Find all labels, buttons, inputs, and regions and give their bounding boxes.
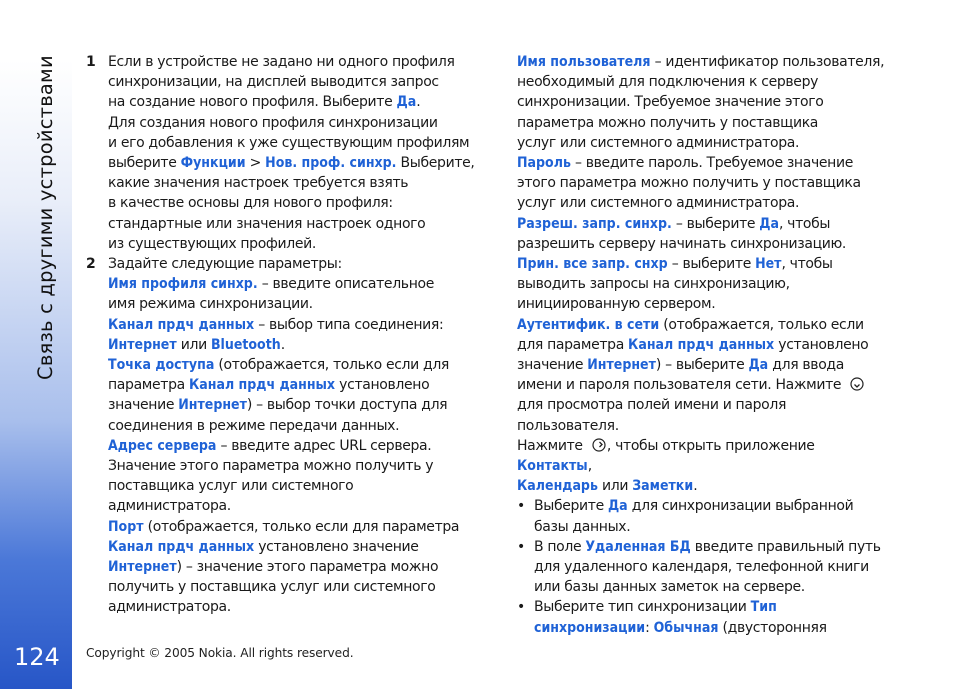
param-accept-all xyxy=(517,254,889,274)
text-line xyxy=(517,335,889,355)
text-line: этого параметра можно получить у поставщика xyxy=(517,175,861,192)
text: Выберите тип синхронизации xyxy=(534,599,751,616)
text-line: для просмотра полей имени и пароля xyxy=(517,397,787,414)
param-access-point xyxy=(108,355,478,375)
bullet-icon: • xyxy=(517,599,525,616)
option-bluetooth: Bluetooth xyxy=(210,336,281,353)
text: – выберите xyxy=(667,256,756,273)
step-2 xyxy=(86,254,478,618)
app-contacts: Контакты xyxy=(517,458,588,475)
menu-functions: Функции xyxy=(180,155,246,172)
text: выберите xyxy=(108,155,181,172)
param-keyword: Адрес сервера xyxy=(108,437,217,454)
copyright: Copyright © 2005 Nokia. All rights reserved. xyxy=(86,646,354,660)
text-line xyxy=(517,375,889,395)
text-line: Для создания нового профиля синхронизации xyxy=(108,114,438,131)
option-internet: Интернет xyxy=(108,336,177,353)
text-line: в качестве основы для нового профиля: xyxy=(108,195,393,212)
text-line: услуг или системного администратора. xyxy=(517,134,800,151)
bullet-item xyxy=(517,597,889,637)
section-title: Связь с другими устройствами xyxy=(34,55,57,380)
app-notes: Заметки xyxy=(632,478,694,495)
option-no: Нет xyxy=(755,256,782,273)
text-line: стандартные или значения настроек одного xyxy=(108,215,426,232)
text: . xyxy=(416,94,421,111)
text-line xyxy=(108,557,478,577)
text-line xyxy=(108,92,478,112)
text-line: выводить запросы на синхронизацию, xyxy=(517,276,790,293)
text-line: из существующих профилей. xyxy=(108,235,317,252)
param-keyword: Канал прдч данных xyxy=(188,377,336,394)
field-sync-type: Тип xyxy=(750,599,777,616)
right-column xyxy=(517,52,889,638)
param-keyword: Имя профиля синхр. xyxy=(108,276,258,293)
text: . xyxy=(693,478,698,495)
text: значение xyxy=(108,397,179,414)
text: – идентификатор пользователя, xyxy=(650,54,885,70)
param-keyword: Канал прдч данных xyxy=(108,316,255,333)
text-line xyxy=(108,395,478,415)
param-keyword: Точка доступа xyxy=(108,357,215,374)
param-keyword: Имя пользователя xyxy=(517,54,651,70)
text: (отображается, только если для xyxy=(214,357,450,374)
text-line: соединения в режиме передачи данных. xyxy=(108,417,400,434)
text: ) – значение этого параметра можно xyxy=(176,559,439,576)
text: : xyxy=(645,619,654,636)
option-yes: Да xyxy=(759,215,779,232)
param-keyword: Разреш. запр. синхр. xyxy=(517,215,672,232)
option-yes: Да xyxy=(396,94,417,111)
param-port xyxy=(108,517,478,537)
joystick-key-icon xyxy=(592,438,606,452)
text-line: параметра можно получить у поставщика xyxy=(517,114,819,131)
text-line xyxy=(534,496,889,516)
text: , чтобы xyxy=(781,256,833,273)
text-line: услуг или системного администратора. xyxy=(517,195,800,212)
option-internet: Интернет xyxy=(587,357,656,374)
text-line xyxy=(517,355,889,375)
text: или xyxy=(597,478,633,495)
joystick-key-icon xyxy=(850,377,864,391)
text-line: базы данных. xyxy=(534,518,631,535)
param-keyword: Порт xyxy=(108,518,144,535)
text: введите правильный путь xyxy=(690,538,881,555)
text-line: или базы данных заметок на сервере. xyxy=(534,579,805,596)
text: . xyxy=(280,336,285,353)
press-line xyxy=(517,436,889,476)
step-number: 2 xyxy=(86,256,96,273)
text: – введите адрес URL сервера. xyxy=(216,437,432,454)
param-keyword: Канал прдч данных xyxy=(628,336,775,353)
option-normal: Обычная xyxy=(653,619,719,636)
text: – выбор типа соединения: xyxy=(254,316,444,333)
field-sync-type: синхронизации xyxy=(534,619,646,636)
menu-new-profile: Нов. проф. синхр. xyxy=(265,155,397,172)
text: для синхронизации выбранной xyxy=(627,498,854,515)
text-line xyxy=(534,537,889,557)
text-line xyxy=(108,335,478,355)
text: , чтобы xyxy=(778,215,831,232)
option-internet: Интернет xyxy=(108,559,177,576)
text-line: получить у поставщика услуг или системного xyxy=(108,579,436,596)
text: ) – выбор точки доступа для xyxy=(246,397,448,414)
text-line: Задайте следующие параметры: xyxy=(108,256,342,273)
text-line: синхронизации. Требуемое значение этого xyxy=(517,94,824,111)
text: В поле xyxy=(534,538,586,555)
param-keyword: Аутентифик. в сети xyxy=(517,316,660,333)
text-line: и его добавления к уже существующим профилям xyxy=(108,134,470,151)
text-line xyxy=(108,153,478,173)
text-line: для удаленного календаря, телефонной книги xyxy=(534,559,869,576)
param-allow-sync xyxy=(517,214,889,234)
bullet-icon: • xyxy=(517,498,525,515)
param-username xyxy=(517,52,889,72)
text-line: имя режима синхронизации. xyxy=(108,296,313,313)
param-keyword: Канал прдч данных xyxy=(108,538,255,555)
text-line: какие значения настроек требуется взять xyxy=(108,175,409,192)
text: Выберите, xyxy=(396,155,475,172)
text: имени и пароля пользователя сети. Нажмите xyxy=(517,377,842,394)
text: – выберите xyxy=(671,215,760,232)
bullet-item xyxy=(517,537,889,598)
text: (отображается, только если xyxy=(659,316,864,333)
left-column xyxy=(86,52,478,618)
app-calendar: Календарь xyxy=(517,478,598,495)
text: – введите пароль. Требуемое значение xyxy=(570,155,853,172)
text: значение xyxy=(517,357,588,374)
step-1 xyxy=(86,52,478,254)
text-line: необходимый для подключения к серверу xyxy=(517,74,819,91)
text: , xyxy=(587,458,592,475)
step-number: 1 xyxy=(86,54,96,70)
param-keyword: Пароль xyxy=(517,155,571,172)
text: Нажмите xyxy=(517,437,583,454)
text-line: администратора. xyxy=(108,599,231,616)
text: (двусторонняя xyxy=(718,619,827,636)
text: для ввода xyxy=(768,357,844,374)
text-line xyxy=(534,597,889,617)
text: – введите описательное xyxy=(257,276,434,293)
text: , чтобы открыть приложение xyxy=(606,437,815,454)
param-keyword: Прин. все запр. снхр xyxy=(517,256,668,273)
text: параметра xyxy=(108,377,189,394)
bullet-icon: • xyxy=(517,538,525,555)
text: установлено значение xyxy=(254,538,419,555)
bullet-item xyxy=(517,496,889,536)
param-profile-name xyxy=(108,274,478,294)
text-line: разрешить серверу начинать синхронизацию. xyxy=(517,235,847,252)
text-line: Значение этого параметра можно получить у xyxy=(108,458,434,475)
text: для параметра xyxy=(517,336,629,353)
text-line: синхронизации, на дисплей выводится запрос xyxy=(108,74,439,91)
text: установлено xyxy=(335,377,430,394)
text-line: Если в устройстве не задано ни одного профиля xyxy=(108,54,455,70)
text: > xyxy=(245,155,266,172)
option-yes: Да xyxy=(748,357,769,374)
text: Выберите xyxy=(534,498,608,515)
text-line xyxy=(517,476,889,496)
option-yes: Да xyxy=(607,498,628,515)
text-line xyxy=(108,537,478,557)
page-number: 124 xyxy=(14,643,60,671)
text: или xyxy=(176,336,211,353)
text-line xyxy=(108,375,478,395)
text: (отображается, только если для параметра xyxy=(143,518,460,535)
text-line: поставщика услуг или системного администратора. xyxy=(108,478,354,515)
text: установлено xyxy=(774,336,869,353)
text: на создание нового профиля. Выберите xyxy=(108,94,397,111)
text: ) – выберите xyxy=(655,357,749,374)
param-data-channel xyxy=(108,315,478,335)
param-net-auth xyxy=(517,315,889,335)
text-line xyxy=(534,618,889,638)
field-remote-db: Удаленная БД xyxy=(585,538,691,555)
option-internet: Интернет xyxy=(178,397,247,414)
text-line: пользователя. xyxy=(517,417,619,434)
param-server-address xyxy=(108,436,478,456)
text-line: инициированную сервером. xyxy=(517,296,716,313)
param-password xyxy=(517,153,889,173)
